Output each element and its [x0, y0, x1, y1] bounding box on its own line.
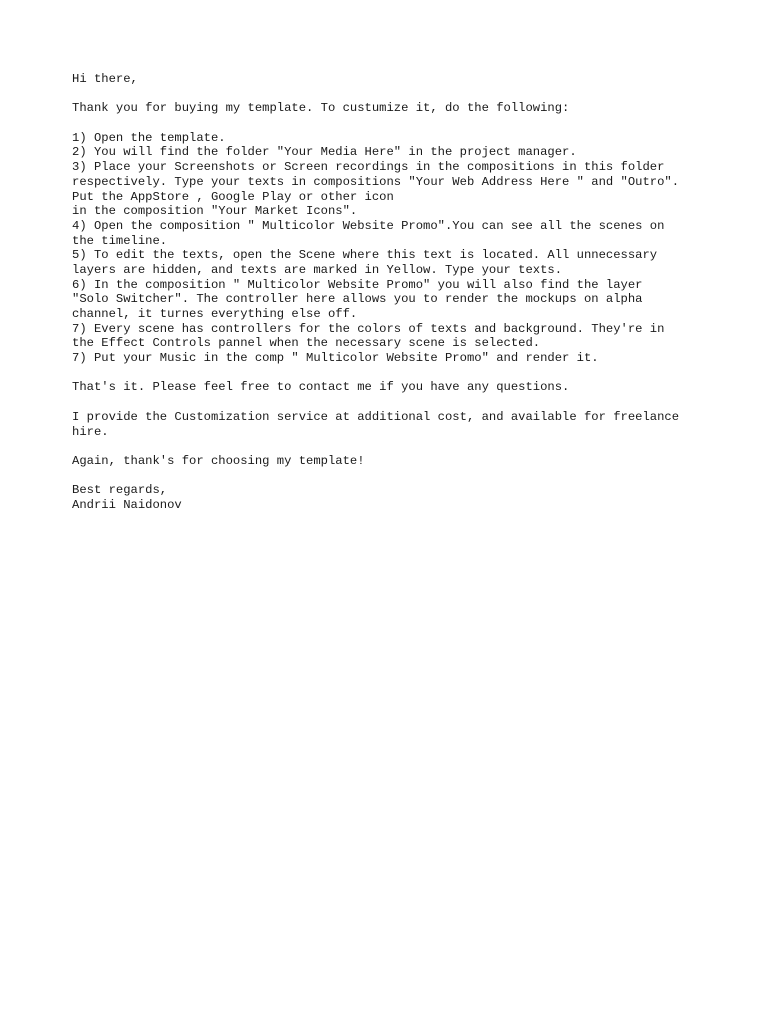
- blank-line: [72, 439, 712, 454]
- blank-line: [72, 87, 712, 102]
- step-3-line: respectively. Type your texts in compositions "Your Web Address Here " and "Outro".: [72, 174, 680, 189]
- step-8-line: 7) Put your Music in the comp " Multicolor Website Promo" and render it.: [72, 351, 599, 366]
- thanks-text: Again, thank's for choosing my template!: [72, 453, 365, 468]
- document-page: [72, 72, 712, 513]
- greeting: Hi there,: [72, 72, 138, 86]
- step-3-line: Put the AppStore , Google Play or other icon: [72, 189, 394, 204]
- step-7-line: the Effect Controls pannel when the necessary scene is selected.: [72, 336, 541, 351]
- contact-note: That's it. Please feel free to contact me if you have any questions.: [72, 380, 570, 395]
- step-6: [72, 278, 712, 322]
- step-4: [72, 219, 712, 248]
- blank-line: [72, 366, 712, 381]
- blank-line: [72, 395, 712, 410]
- step-4-line: 4) Open the composition " Multicolor Website Promo".You can see all the scenes on: [72, 218, 665, 233]
- step-5-line: layers are hidden, and texts are marked in Yellow. Type your texts.: [72, 262, 563, 277]
- step-3-line: 3) Place your Screenshots or Screen recordings in the compositions in this folder: [72, 160, 665, 175]
- step-2: [72, 145, 712, 160]
- step-6-line: "Solo Switcher". The controller here allows you to render the mockups on alpha: [72, 292, 643, 307]
- step-5-line: 5) To edit the texts, open the Scene where this text is located. All unnecessary: [72, 248, 658, 263]
- step-5: [72, 248, 712, 277]
- blank-line: [72, 469, 712, 484]
- step-1-line: 1) Open the template.: [72, 130, 226, 145]
- intro-text: Thank you for buying my template. To custumize it, do the following:: [72, 101, 570, 116]
- steps-list: [72, 131, 712, 366]
- step-2-line: 2) You will find the folder "Your Media Here" in the project manager.: [72, 145, 577, 160]
- blank-line: [72, 116, 712, 131]
- closing: Best regards,: [72, 483, 168, 498]
- step-7-line: 7) Every scene has controllers for the colors of texts and background. They're in: [72, 321, 665, 336]
- service-note-line: hire.: [72, 424, 109, 439]
- step-6-line: channel, it turnes everything else off.: [72, 307, 358, 321]
- step-4-line: the timeline.: [72, 233, 168, 248]
- step-3-line: in the composition "Your Market Icons".: [72, 204, 358, 219]
- service-note: [72, 410, 712, 439]
- step-6-line: 6) In the composition " Multicolor Website Promo" you will also find the layer: [72, 277, 643, 292]
- signature: Andrii Naidonov: [72, 497, 182, 512]
- service-note-line: I provide the Customization service at additional cost, and available for freelance: [72, 409, 680, 424]
- step-8: [72, 351, 712, 366]
- step-1: [72, 131, 712, 146]
- step-7: [72, 322, 712, 351]
- step-3: [72, 160, 712, 219]
